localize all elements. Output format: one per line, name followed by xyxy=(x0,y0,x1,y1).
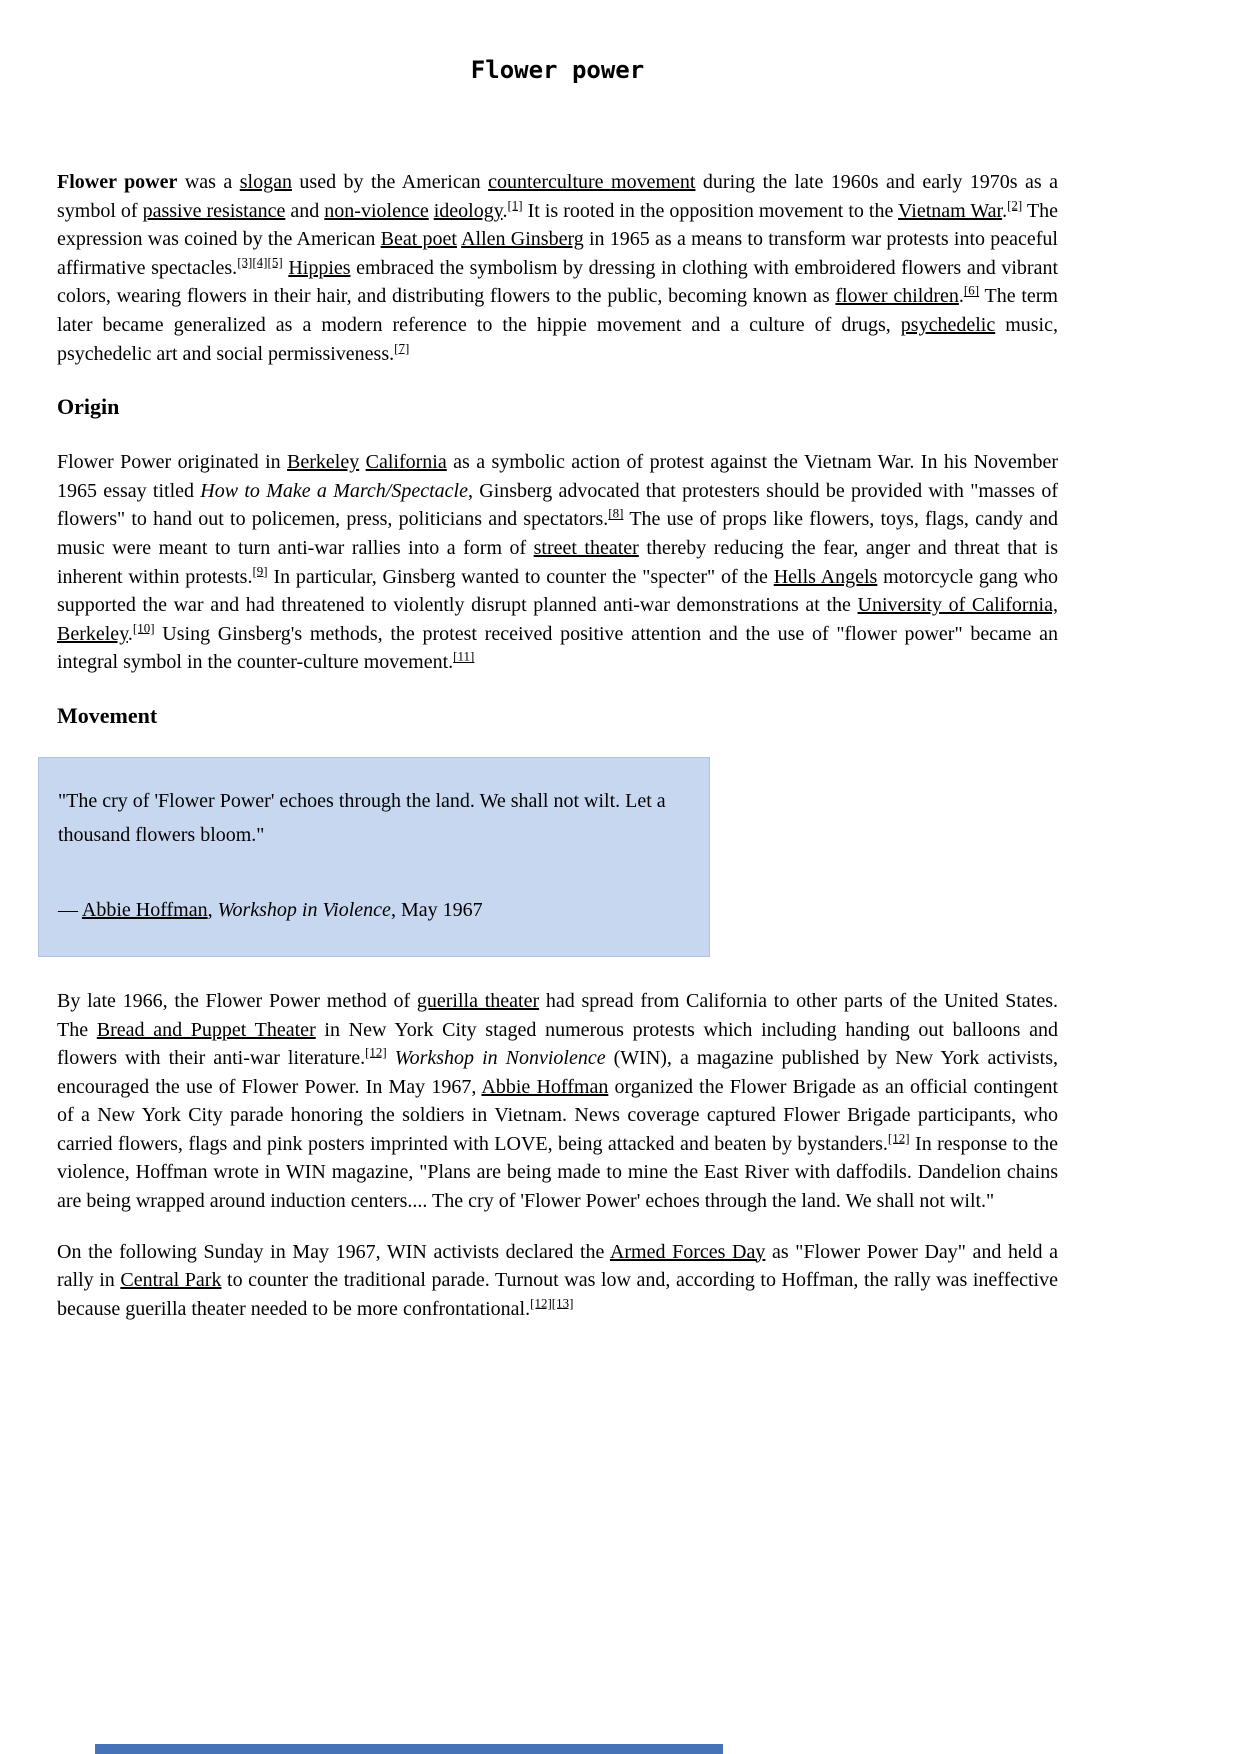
text-segment: to counter the traditional parade. Turnout was low and, according to Hoffman, the rally was ineffective because guerilla theater needed to be more confrontational. xyxy=(57,1269,1058,1320)
citation-ref-link[interactable]: [11] xyxy=(453,648,475,664)
section-heading-origin: Origin xyxy=(57,394,120,420)
citation-ref[interactable] xyxy=(964,283,979,298)
citation-ref-link[interactable]: [8] xyxy=(608,505,624,521)
citation-ref-link[interactable]: [10] xyxy=(132,620,155,636)
citation-ref[interactable] xyxy=(1007,197,1022,212)
article-title: Flower power xyxy=(470,56,645,84)
text-segment: used by the American xyxy=(291,171,489,193)
article-link[interactable]: Central Park xyxy=(120,1269,222,1292)
text-segment: The term later became generalized as a modern reference to the hippie movement and a culture of drugs, xyxy=(57,285,1058,336)
text-segment: . xyxy=(1002,199,1008,222)
article-link[interactable]: non-violence xyxy=(324,199,429,222)
text-segment: — xyxy=(58,898,82,921)
article-body xyxy=(57,0,1058,1345)
citation-ref[interactable] xyxy=(237,254,282,269)
article-link[interactable]: Abbie Hoffman xyxy=(481,1075,609,1098)
text-segment: , May 1967 xyxy=(390,898,483,921)
citation-ref-link[interactable]: [12] xyxy=(887,1130,910,1146)
citation-ref[interactable] xyxy=(608,506,623,521)
text-segment: The expression was coined by the American xyxy=(57,199,1058,251)
partial-image-strip xyxy=(95,1744,723,1754)
text-segment: had spread from California to other parts of the United States. The xyxy=(57,989,1058,1041)
citation-ref[interactable] xyxy=(507,197,522,212)
citation-ref-link[interactable]: [1] xyxy=(507,196,523,212)
article-link[interactable]: flower children xyxy=(835,285,959,308)
article-link[interactable]: Vietnam War xyxy=(898,199,1003,222)
citation-ref[interactable] xyxy=(453,649,474,664)
article-link[interactable]: slogan xyxy=(239,171,292,193)
text-segment: was a xyxy=(177,171,240,193)
article-link[interactable]: Bread and Puppet Theater xyxy=(96,1018,316,1041)
citation-ref-link[interactable]: [9] xyxy=(252,562,268,578)
origin-paragraph xyxy=(57,448,1058,677)
citation-ref-link[interactable]: [2] xyxy=(1007,196,1023,212)
text-segment xyxy=(387,1047,395,1069)
text-segment: On the following Sunday in May 1967, WIN activists declared the xyxy=(57,1240,610,1263)
text-segment: in 1965 as a means to transform war protests into peaceful affirmative spectacles. xyxy=(57,228,1058,279)
text-segment: , xyxy=(207,898,218,921)
text-segment: and xyxy=(285,199,325,222)
text-segment: (WIN), a magazine published by New York activists, encouraged the use of Flower Power. In May 1967, xyxy=(57,1047,1059,1098)
italic-text: Workshop in Violence xyxy=(217,898,391,921)
citation-ref[interactable] xyxy=(365,1044,387,1059)
article-link[interactable]: passive resistance xyxy=(142,199,286,222)
text-segment: . xyxy=(127,622,133,645)
lead-paragraph xyxy=(57,168,1058,368)
text-segment: By late 1966, the Flower Power method of xyxy=(57,989,417,1012)
citation-ref[interactable] xyxy=(252,563,267,578)
article-link[interactable]: psychedelic xyxy=(900,313,996,336)
bold-text: Flower power xyxy=(57,171,178,193)
article-link[interactable]: Abbie Hoffman xyxy=(81,898,208,921)
text-segment: , Ginsberg advocated that protesters should be provided with "masses of flowers" to hand out to policemen, press, politicians and spectators. xyxy=(57,479,1058,531)
quote-box xyxy=(38,757,710,957)
text-segment: during the late 1960s and early 1970s as a symbol of xyxy=(57,171,1059,222)
text-segment: Using Ginsberg's methods, the protest received positive attention and the use of "flower power" became an integral symbol in the counter-culture movement. xyxy=(57,622,1058,674)
citation-ref[interactable] xyxy=(394,340,409,355)
section-heading-movement: Movement xyxy=(57,702,158,728)
text-segment: . xyxy=(958,285,964,308)
citation-ref[interactable] xyxy=(888,1130,910,1145)
text-segment: music, psychedelic art and social permissiveness. xyxy=(57,313,1058,365)
quote-text xyxy=(58,784,685,852)
citation-ref-link[interactable]: [3][4][5] xyxy=(237,254,283,270)
citation-ref[interactable] xyxy=(133,620,155,635)
article-link[interactable]: Hippies xyxy=(288,256,351,279)
text-segment: In response to the violence, Hoffman wrote in WIN magazine, "Plans are being made to mine the East River with daffodils. Dandelion chains are being wrapped around induction centers.... The cry of 'Flower Power' echoes through the land. We shall not wilt." xyxy=(57,1132,1058,1213)
text-segment: as "Flower Power Day" and held a rally in xyxy=(57,1240,1058,1292)
text-segment: Flower Power originated in xyxy=(57,451,288,474)
text-segment: motorcycle gang who supported the war and had threatened to violently disrupt planned anti-war demonstrations at the xyxy=(57,565,1059,617)
article-link[interactable]: street theater xyxy=(533,536,639,559)
italic-text: Workshop in Nonviolence xyxy=(394,1047,606,1070)
citation-ref-link[interactable]: [7] xyxy=(394,339,410,355)
text-segment: thereby reducing the fear, anger and threat that is inherent within protests. xyxy=(57,536,1059,588)
movement-paragraph-2 xyxy=(57,1238,1058,1324)
article-link[interactable]: Berkeley xyxy=(287,451,360,474)
text-segment: "The cry of 'Flower Power' echoes through the land. We shall not wilt. Let a thousand flowers bloom." xyxy=(58,789,666,846)
article-link[interactable]: University of California, Berkeley xyxy=(57,594,1058,645)
article-link[interactable]: Hells Angels xyxy=(773,565,878,588)
text-segment: in New York City staged numerous protests which including handing out balloons and flowers with their anti-war literature. xyxy=(57,1018,1059,1070)
text-segment: In particular, Ginsberg wanted to counter the "specter" of the xyxy=(267,565,774,588)
citation-ref-link[interactable]: [12][13] xyxy=(530,1295,574,1311)
article-link[interactable]: Beat poet xyxy=(380,228,457,251)
article-link[interactable]: Armed Forces Day xyxy=(609,1240,766,1263)
citation-ref-link[interactable]: [6] xyxy=(963,282,980,298)
text-segment: embraced the symbolism by dressing in clothing with embroidered flowers and vibrant colors, wearing flowers in their hair, and distributing flowers to the public, becoming known as xyxy=(57,256,1059,308)
text-segment: organized the Flower Brigade as an official contingent of a New York City parade honoring the soldiers in Vietnam. News coverage captured Flower Brigade participants, who carried flowers, flags and pink posters imprinted with LOVE, being attacked and beaten by bystanders. xyxy=(57,1075,1058,1155)
text-segment: as a symbolic action of protest against the Vietnam War. In his November 1965 essay titled xyxy=(57,451,1059,502)
article-link[interactable]: counterculture movement xyxy=(488,171,696,193)
article-link[interactable]: Allen Ginsberg xyxy=(461,228,584,251)
text-segment: It is rooted in the opposition movement to the xyxy=(522,199,899,222)
italic-text: How to Make a March/Spectacle xyxy=(200,479,468,502)
citation-ref-link[interactable]: [12] xyxy=(365,1044,387,1060)
text-segment: . xyxy=(502,199,508,222)
movement-paragraph-1 xyxy=(57,987,1058,1216)
citation-ref[interactable] xyxy=(530,1295,573,1310)
article-link[interactable]: guerilla theater xyxy=(416,989,540,1012)
quote-attribution xyxy=(58,896,685,924)
article-link[interactable]: California xyxy=(365,451,447,474)
text-segment: The use of props like flowers, toys, flags, candy and music were meant to turn anti-war rallies into a form of xyxy=(57,508,1058,559)
article-link[interactable]: ideology xyxy=(433,199,503,222)
